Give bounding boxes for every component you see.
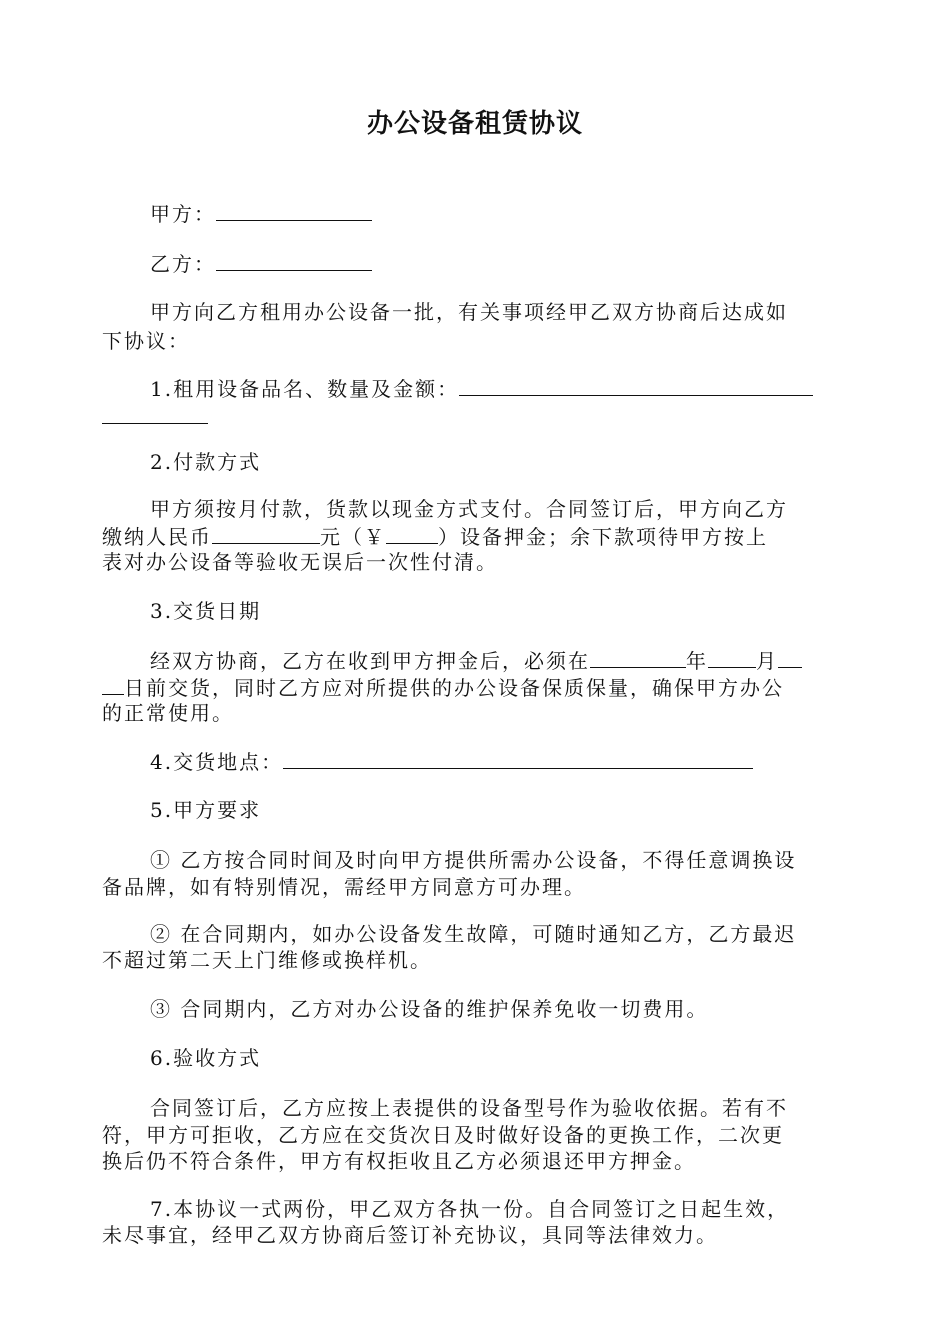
clause-1-line — [102, 373, 898, 404]
clause-3-text-a: 经双方协商，乙方在收到甲方押金后，必须在 — [150, 649, 590, 673]
clause-3-year-label: 年 — [686, 649, 708, 673]
clause-6-line-1: 合同签订后，乙方应按上表提供的设备型号作为验收依据。若有不 — [150, 1096, 788, 1120]
deposit-yen-blank — [386, 521, 438, 544]
clause-6-line-2: 符，甲方可拒收，乙方应在交货次日及时做好设备的更换工作，二次更 — [102, 1123, 784, 1147]
party-b-line — [102, 248, 898, 279]
clause-3-month-label: 月 — [756, 649, 778, 673]
delivery-day-blank — [778, 645, 802, 668]
clause-3-text-b: 日前交货，同时乙方应对所提供的办公设备保质保量，确保甲方办公 — [124, 676, 784, 700]
clause-5-item-2-line-2: 不超过第二天上门维修或换样机。 — [102, 948, 432, 972]
clause-1-line-2 — [102, 401, 850, 432]
party-b-blank — [216, 248, 372, 271]
delivery-place-blank — [283, 746, 753, 769]
intro-line-1: 甲方向乙方租用办公设备一批，有关事项经甲乙双方协商后达成如 — [150, 300, 788, 324]
clause-2-text-c: ）设备押金；余下款项待甲方按上 — [438, 525, 768, 549]
delivery-year-blank — [590, 645, 686, 668]
clause-1-blank-cont — [102, 401, 208, 424]
party-a-blank — [216, 198, 372, 221]
clause-2-text-a: 缴纳人民币 — [102, 525, 212, 549]
intro-line-2: 下协议： — [102, 329, 190, 353]
clause-5-item-3-line-1: ③ 合同期内，乙方对办公设备的维护保养免收一切费用。 — [150, 997, 709, 1021]
clause-3-line-3: 的正常使用。 — [102, 701, 234, 725]
party-a-line — [102, 198, 898, 229]
clause-6-heading: 6.验收方式 — [150, 1046, 262, 1070]
delivery-day-blank-cont — [102, 672, 124, 695]
deposit-rmb-blank — [212, 521, 320, 544]
clause-2-text-b: 元（￥ — [320, 525, 386, 549]
clause-5-heading: 5.甲方要求 — [150, 798, 262, 822]
clause-5-item-1-line-1: ① 乙方按合同时间及时向甲方提供所需办公设备，不得任意调换设 — [150, 848, 797, 872]
clause-1-label: 1.租用设备品名、数量及金额： — [150, 377, 460, 401]
clause-4-line — [102, 746, 898, 777]
party-b-label: 乙方： — [150, 252, 216, 276]
clause-5-item-2-line-1: ② 在合同期内，如办公设备发生故障，可随时通知乙方，乙方最迟 — [150, 922, 797, 946]
clause-7-line-2: 未尽事宜，经甲乙双方协商后签订补充协议，具同等法律效力。 — [102, 1223, 718, 1247]
clause-2-line-1: 甲方须按月付款，货款以现金方式支付。合同签订后，甲方向乙方 — [150, 497, 788, 521]
clause-2-heading: 2.付款方式 — [150, 450, 262, 474]
clause-3-heading: 3.交货日期 — [150, 599, 262, 623]
clause-1-blank — [459, 373, 813, 396]
clause-2-line-3: 表对办公设备等验收无误后一次性付清。 — [102, 550, 498, 574]
clause-5-item-1-line-2: 备品牌，如有特别情况，需经甲方同意方可办理。 — [102, 875, 586, 899]
clause-4-label: 4.交货地点： — [150, 750, 284, 774]
clause-6-line-3: 换后仍不符合条件，甲方有权拒收且乙方必须退还甲方押金。 — [102, 1149, 696, 1173]
party-a-label: 甲方： — [150, 202, 216, 226]
document-title: 办公设备租赁协议 — [366, 109, 583, 139]
clause-7-line-1: 7.本协议一式两份，甲乙双方各执一份。自合同签订之日起生效， — [150, 1197, 790, 1221]
delivery-month-blank — [708, 645, 756, 668]
